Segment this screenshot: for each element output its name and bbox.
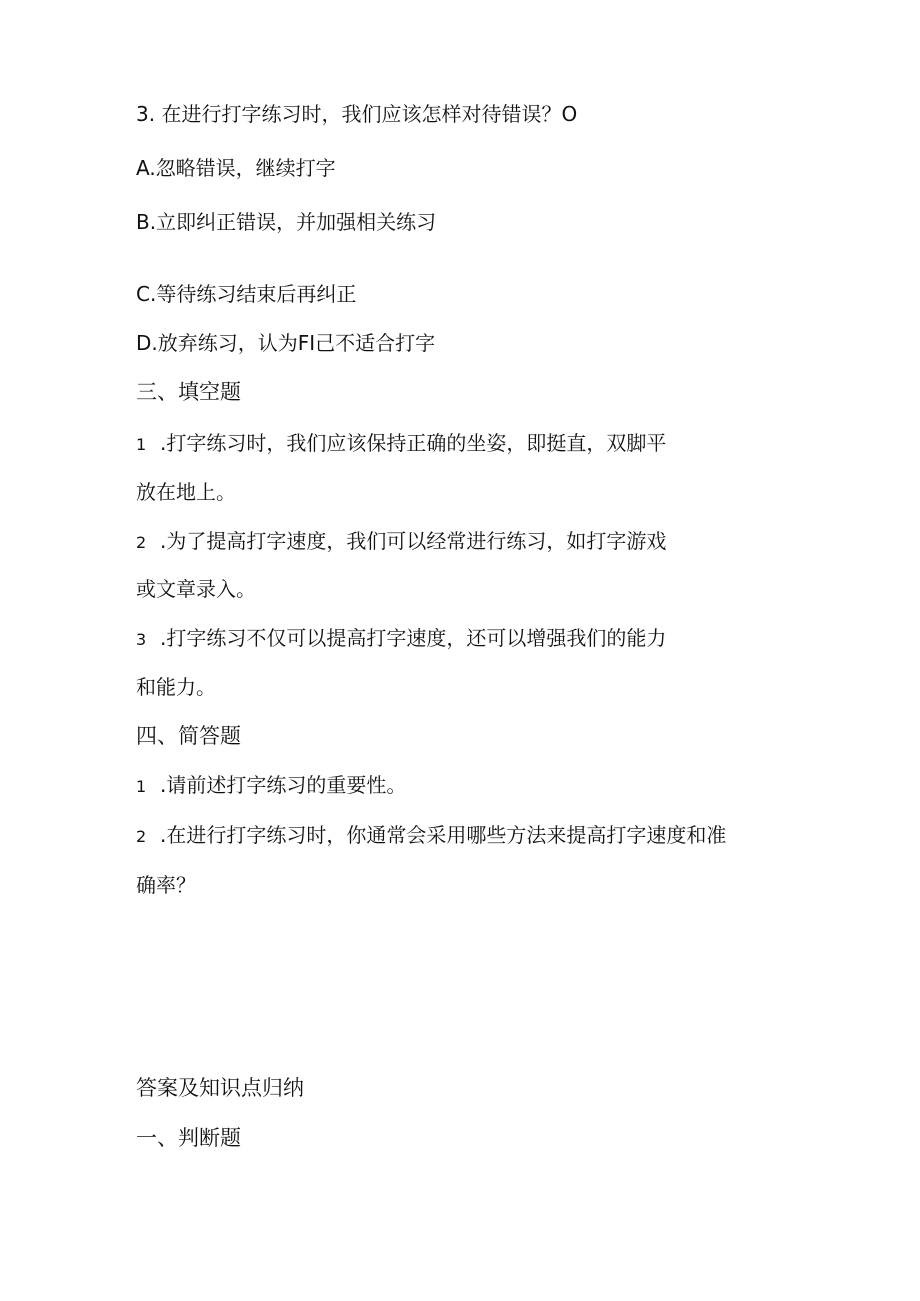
short-answer-item-2-number: 2 — [136, 827, 147, 846]
short-answer-item-2-continuation: 确率？ — [136, 873, 196, 897]
short-answer-item-1-text: .请前述打字练习的重要性。 — [160, 773, 407, 797]
fill-item-1-continuation: 放在地上。 — [136, 480, 236, 504]
fill-item-1-text: .打字练习时，我们应该保持正确的坐姿，即挺直，双脚平 — [160, 431, 667, 455]
short-answer-item-2 — [136, 822, 726, 850]
question-3-option-d: D.放弃练习，认为FI己不适合打字 — [136, 331, 436, 355]
fill-item-1 — [136, 430, 666, 458]
answers-section-1-title: 一、判断题 — [136, 1126, 241, 1150]
fill-item-3-text: .打字练习不仅可以提高打字速度，还可以增强我们的能力 — [160, 626, 667, 650]
short-answer-item-1 — [136, 772, 406, 800]
fill-item-3 — [136, 625, 666, 653]
answers-title: 答案及知识点归纳 — [136, 1076, 304, 1100]
question-3-stem: 3. 在进行打字练习时，我们应该怎样对待错误？O — [136, 102, 578, 126]
question-3-option-b: B.立即纠正错误，并加强相关练习 — [136, 210, 437, 234]
question-3-option-a: A.忽略错误，继续打字 — [136, 156, 336, 180]
fill-item-1-number: 1 — [136, 435, 147, 454]
fill-item-2 — [136, 528, 666, 556]
section-4-title: 四、简答题 — [136, 724, 241, 748]
short-answer-item-1-number: 1 — [136, 777, 147, 796]
fill-item-2-continuation: 或文章录入。 — [136, 577, 256, 601]
fill-item-3-number: 3 — [136, 630, 147, 649]
fill-item-2-number: 2 — [136, 533, 147, 552]
short-answer-item-2-text: .在进行打字练习时，你通常会采用哪些方法来提高打字速度和准 — [160, 823, 727, 847]
fill-item-3-continuation: 和能力。 — [136, 675, 216, 699]
question-3-option-c: C.等待练习结束后再纠正 — [136, 282, 357, 306]
fill-item-2-text: .为了提高打字速度，我们可以经常进行练习，如打字游戏 — [160, 529, 667, 553]
section-3-title: 三、填空题 — [136, 380, 241, 404]
